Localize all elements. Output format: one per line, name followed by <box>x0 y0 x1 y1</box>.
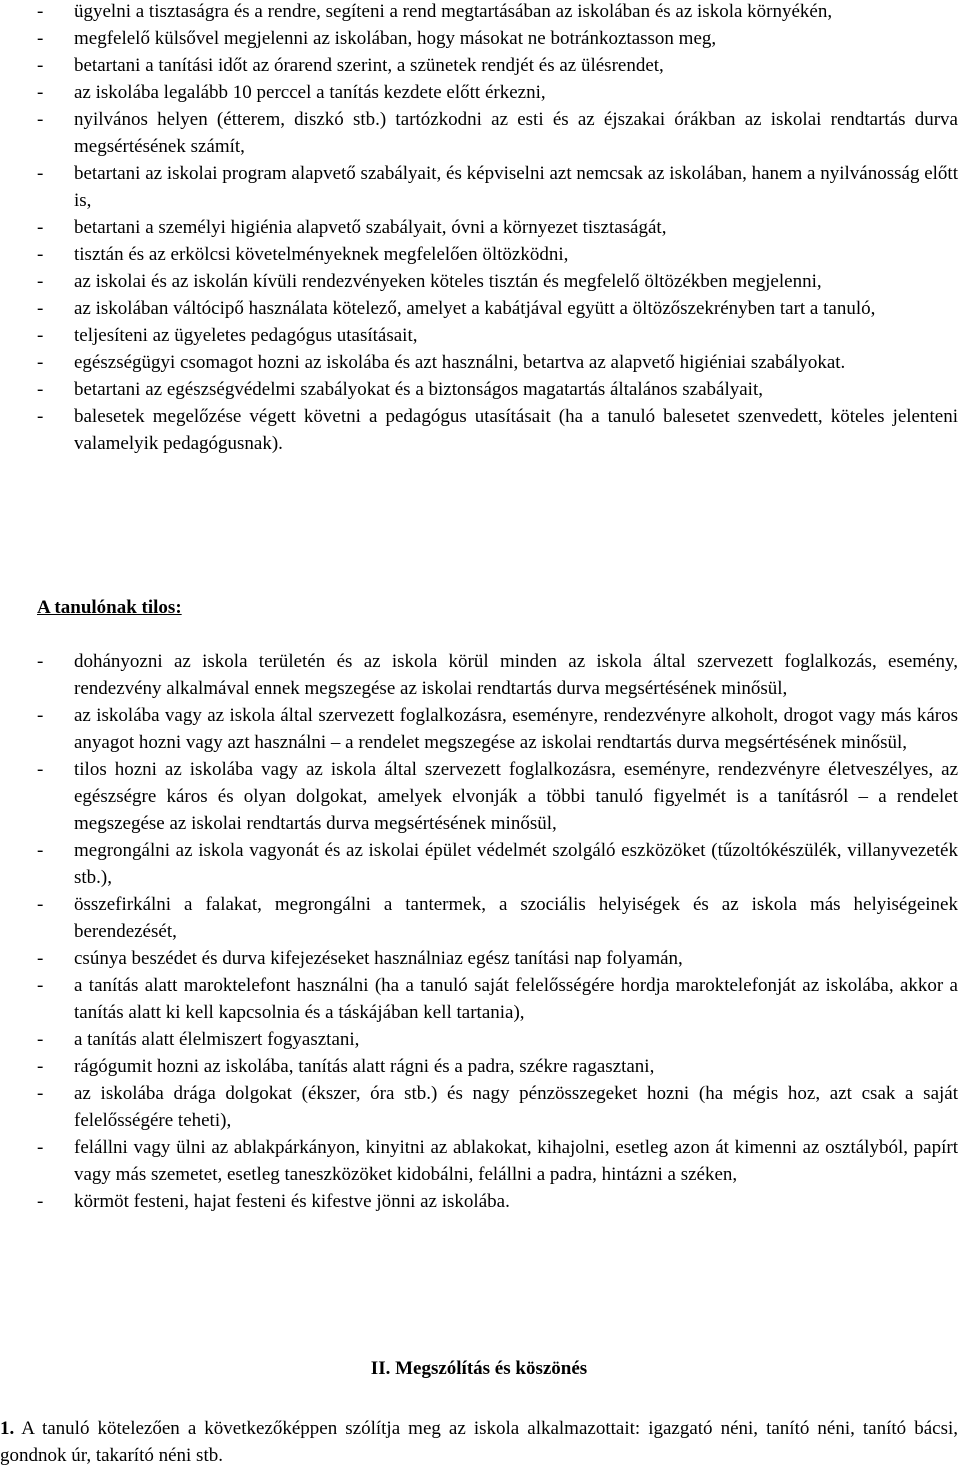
list-item: - nyilvános helyen (étterem, diszkó stb.) tartózkodni az esti és az éjszakai órákban az iskolai rendtartás durva megsértésének számít, <box>37 109 958 157</box>
list-item: - az iskolába vagy az iskola által szervezett foglalkozásra, eseményre, rendezvényre alkoholt, drogot vagy más káros anyagot hozni vagy azt használni – a rendelet megszegése az iskolai rendtartás durva megsértésének minősül, <box>37 705 958 753</box>
paragraph-number: 1. <box>0 1418 15 1439</box>
list-item: - tilos hozni az iskolába vagy az iskola által szervezett foglalkozásra, eseményre, rendezvényre életveszélyes, az egészségre káros és olyan dolgokat, amelyek elvonják a többi tanuló figyelmét is a tanításról – a rendelet megszegése az iskolai rendtartás durva megsértésének minősül, <box>37 759 958 834</box>
list-item: - megfelelő külsővel megjelenni az iskolában, hogy másokat ne botránkoztasson meg, <box>37 28 717 49</box>
prohibitions-list <box>0 648 958 1215</box>
list-item: - tisztán és az erkölcsi követelményeknek megfelelően öltözködni, <box>37 244 569 265</box>
list-item: - az iskolába legalább 10 perccel a tanítás kezdete előtt érkezni, <box>37 82 546 103</box>
list-item: - a tanítás alatt élelmiszert fogyasztani, <box>37 1029 360 1050</box>
obligations-list <box>0 0 958 457</box>
paragraph-text: A tanuló kötelezően a következőképpen szólítja meg az iskola alkalmazottait: igazgató néni, tanító néni, tanító bácsi, gondnok úr, takarító néni stb. <box>0 1418 958 1466</box>
list-item: - betartani az iskolai program alapvető szabályait, és képviselni azt nemcsak az iskolában, hanem a nyilvánosság előtt is, <box>37 163 958 211</box>
list-item: - körmöt festeni, hajat festeni és kifestve jönni az iskolába. <box>37 1191 510 1212</box>
list-item: - dohányozni az iskola területén és az iskola körül minden az iskola által szervezett foglalkozás, esemény, rendezvény alkalmával ennek megszegése az iskolai rendtartás durva megsértésének minősül, <box>37 651 958 699</box>
list-item: - balesetek megelőzése végett követni a pedagógus utasításait (ha a tanuló balesetet szenvedett, köteles jelenteni valamelyik pedagógusnak). <box>37 406 958 454</box>
section-title: II. Megszólítás és köszönés <box>370 1358 588 1379</box>
list-item: - megrongálni az iskola vagyonát és az iskolai épület védelmét szolgáló eszközöket (tűzoltókészülék, villanyvezeték stb.), <box>37 840 958 888</box>
list-item: - betartani az egészségvédelmi szabályokat és a biztonságos magatartás általános szabályait, <box>37 379 763 400</box>
list-item: - teljesíteni az ügyeletes pedagógus utasításait, <box>37 325 418 346</box>
list-item: - a tanítás alatt maroktelefont használni (ha a tanuló saját felelősségére hordja maroktelefonját az iskolába, akkor a tanítás alatt ki kell kapcsolnia és a táskájában kell tartania), <box>37 975 958 1023</box>
list-item: - összefirkálni a falakat, megrongálni a tantermek, a szociális helyiségek és az iskola más helyiségeinek berendezését, <box>37 894 958 942</box>
list-item: - az iskolai és az iskolán kívüli rendezvényeken köteles tisztán és megfelelő öltözékben megjelenni, <box>37 271 822 292</box>
list-item: - az iskolába drága dolgokat (ékszer, óra stb.) és nagy pénzösszegeket hozni (ha mégis hoz, azt csak a saját felelősségére teheti), <box>37 1083 958 1131</box>
list-item: - rágógumit hozni az iskolába, tanítás alatt rágni és a padra, székre ragasztani, <box>37 1056 655 1077</box>
list-item: - ügyelni a tisztaságra és a rendre, segíteni a rend megtartásában az iskolában és az iskola környékén, <box>37 1 833 22</box>
list-item: - az iskolában váltócipő használata kötelező, amelyet a kabátjával együtt a öltözőszekrényben tart a tanuló, <box>37 298 876 319</box>
list-item: - betartani a személyi higiénia alapvető szabályait, óvni a környezet tisztaságát, <box>37 217 667 238</box>
list-item: - csúnya beszédet és durva kifejezéseket használniaz egész tanítási nap folyamán, <box>37 948 683 969</box>
prohibitions-heading: A tanulónak tilos: <box>37 597 182 618</box>
numbered-paragraph <box>0 1415 958 1469</box>
list-item: - betartani a tanítási időt az órarend szerint, a szünetek rendjét és az ülésrendet, <box>37 55 664 76</box>
list-item: - felállni vagy ülni az ablakpárkányon, kinyitni az ablakokat, kihajolni, esetleg azon át kimenni az osztályból, papírt vagy más szemetet, esetleg taneszközöket kidobálni, felállni a padra, hintázni a széken, <box>37 1137 958 1185</box>
list-item: - egészségügyi csomagot hozni az iskolába és azt használni, betartva az alapvető higiéniai szabályokat. <box>37 352 846 373</box>
